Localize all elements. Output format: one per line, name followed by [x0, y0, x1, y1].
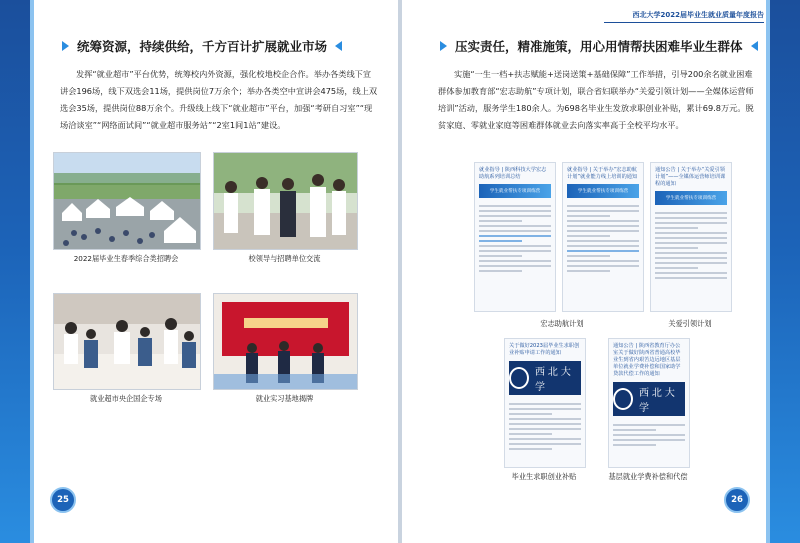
right-paragraph: 实施“一生一档+扶志赋能+送岗送策+基础保障”工作举措，引导200余名就业困难群体参加教育部“宏志助航”专项计划，联合省妇联举办“关爱引领计划——全媒体运营师培训”活动，服务学生180余人。为698名毕业生发放求职创业补贴，累计69.8万元。脱贫家庭、零就业家庭等困难群体就业去向落实率高于全校平均水平。: [438, 69, 754, 130]
university-logo-text-4: 西北大学: [534, 367, 574, 393]
doc-banner-1: 学生就业帮扶专项训练营: [479, 184, 551, 198]
caption-grassroots-compensation: 基层就业学费补偿和代偿: [608, 472, 688, 481]
page-number-left: 25: [50, 487, 76, 513]
doc-text-lines-2: [563, 200, 643, 277]
triangle-left-icon: [751, 41, 758, 51]
doc-text-lines-1: [475, 200, 555, 277]
university-logo-banner-5: [613, 382, 685, 416]
doc-banner-2: 学生就业帮扶专项训练营: [567, 184, 639, 198]
right-decorative-stripe: [766, 0, 770, 543]
doc-banner-3: 学生就业帮扶专项训练营: [655, 191, 727, 205]
doc-title-2: 就业指导 | 关于举办“宏志助航计划”就业能力线上培训的通知: [567, 167, 638, 180]
university-seal-icon: [613, 388, 633, 410]
caption-guanai-plan: 关爱引领计划: [668, 319, 712, 328]
doc-title-1: 就业指导 | 陕西科技大学宏志助航系列培训总结: [479, 167, 547, 180]
caption-soe-session: 就业超市央企国企专场: [90, 394, 162, 403]
right-decorative-bar: [770, 0, 800, 543]
caption-internship-base: 就业实习基地揭牌: [255, 394, 314, 403]
doc-title-4: 关于做好2023届毕业生求职创业补贴申请工作的通知: [509, 343, 580, 356]
doc-thumbnail-2: [562, 162, 644, 312]
report-title: 西北大学2022届毕业生就业质量年度报告: [632, 11, 764, 19]
left-section-heading: [62, 37, 342, 55]
page-number-right: 26: [724, 487, 750, 513]
soe-session-image: [54, 294, 200, 389]
doc-title-5: 通知公告 | 陕西省教育厅办公室关于做好陕西省普通高校毕业生到省内艰苦边远地区基层单位就业学费补偿和国家助学贷款代偿工作的通知: [613, 343, 681, 377]
doc-thumbnail-3: [650, 162, 732, 312]
doc-thumbnail-1: [474, 162, 556, 312]
photo-spring-job-fair: [53, 152, 201, 250]
photo-internship-base: [213, 293, 358, 390]
caption-hongzhi-plan: 宏志助航计划: [540, 319, 584, 328]
caption-job-subsidy: 毕业生求职创业补贴: [511, 472, 577, 481]
triangle-left-icon: [335, 41, 342, 51]
doc-thumbnail-5: [608, 338, 690, 468]
left-paragraph: 发挥“就业超市”平台优势，统筹校内外资源，强化校地校企合作。举办各类线下宣讲会196场，线下双选会11场，提供岗位7万余个；举办各类空中宣讲会475场，线上双选会35场，提供岗位88万余个。升级线上线下“就业超市”平台，加强“考研自习室”“现场洽谈室”“网络面试间”“就业超市服务站”“2室1间1站”建设。: [60, 69, 378, 130]
right-page: [402, 0, 800, 543]
triangle-right-icon: [62, 41, 69, 51]
internship-base-image: [214, 294, 357, 389]
job-fair-image: [54, 153, 200, 249]
photo-soe-session: [53, 293, 201, 390]
university-logo-banner-4: [509, 361, 581, 395]
university-seal-icon: [509, 367, 529, 389]
caption-leaders-exchange: 校领导与招聘单位交流: [248, 254, 321, 263]
left-decorative-stripe: [30, 0, 34, 543]
university-logo-text-5: 西北大学: [638, 388, 678, 414]
report-title-rule: [604, 22, 764, 23]
caption-spring-job-fair: 2022届毕业生春季综合类招聘会: [73, 254, 179, 263]
doc-thumbnail-4: [504, 338, 586, 468]
doc-text-lines-5: [609, 419, 689, 451]
left-decorative-bar: [0, 0, 30, 543]
right-heading-text: 压实责任，精准施策，用心用情帮扶困难毕业生群体: [455, 39, 743, 54]
doc-text-lines-4: [505, 398, 585, 455]
right-section-heading: [440, 37, 758, 55]
left-heading-text: 统筹资源，持续供给，千方百计扩展就业市场: [77, 39, 328, 54]
doc-text-lines-3: [651, 207, 731, 284]
photo-leaders-exchange: [213, 152, 358, 250]
doc-title-3: 通知公告 | 关于举办“关爱引领计划”——全媒体运营师培训课程的通知: [655, 167, 726, 187]
triangle-right-icon: [440, 41, 447, 51]
left-page: [0, 0, 398, 543]
leaders-exchange-image: [214, 153, 357, 249]
